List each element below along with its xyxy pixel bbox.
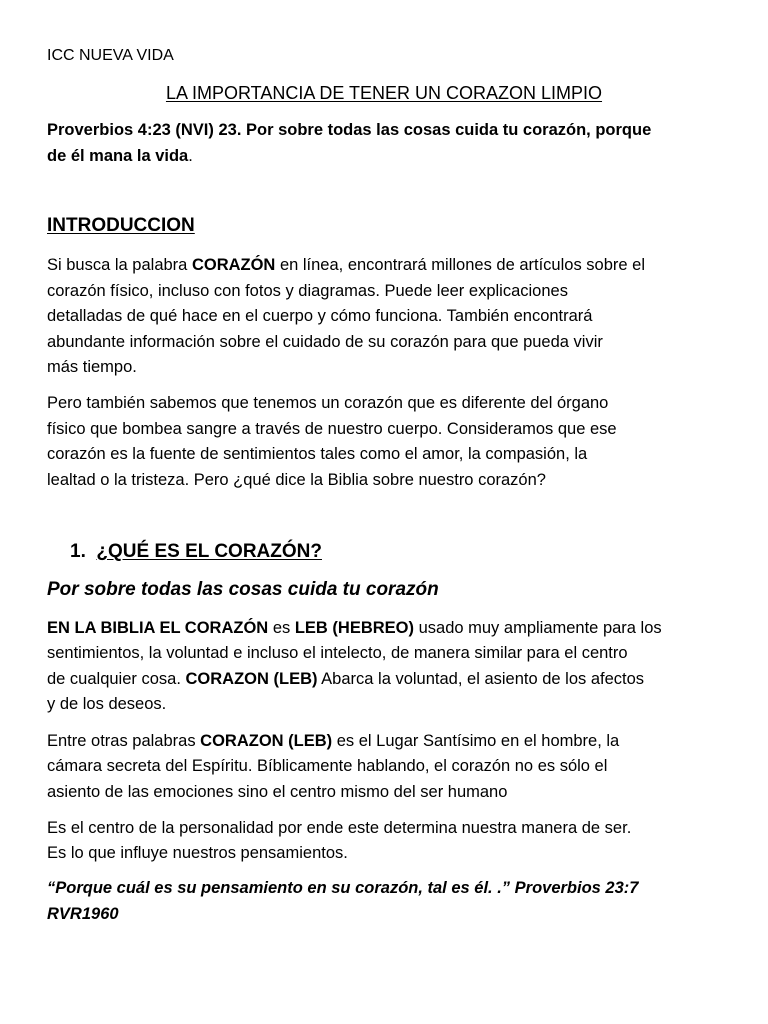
intro-p2-line-4: lealtad o la tristeza. Pero ¿qué dice la Biblia sobre nuestro corazón? [47, 471, 546, 489]
s1-p1-l1-mid: es [268, 619, 295, 637]
section1-subheading: Por sobre todas las cosas cuida tu corazón [47, 579, 439, 600]
s1-p1-l3-pre: de cualquier cosa. [47, 670, 186, 688]
verse-line-2-tail: . [188, 147, 193, 165]
intro-p2-line-3: corazón es la fuente de sentimientos tales como el amor, la compasión, la [47, 445, 588, 463]
s1-p2-line-3: asiento de las emociones sino el centro mismo del ser humano [47, 783, 508, 801]
s1-p2-line-2: cámara secreta del Espíritu. Bíblicamente hablando, el corazón no es sólo el [47, 757, 608, 775]
intro-p2-line-2: físico que bombea sangre a través de nuestro cuerpo. Consideramos que ese [47, 420, 617, 438]
intro-p1-line-5: más tiempo. [47, 358, 137, 376]
s1-p1-line-1 [47, 618, 662, 638]
intro-p2-line-1: Pero también sabemos que tenemos un corazón que es diferente del órgano [47, 394, 609, 412]
church-name-header: ICC NUEVA VIDA [47, 47, 174, 64]
s1-p1-l3-bold: CORAZON (LEB) [185, 670, 318, 688]
section1-heading [70, 542, 322, 562]
verse-line-2-bold: de él mana la vida [47, 147, 189, 165]
document-title: LA IMPORTANCIA DE TENER UN CORAZON LIMPIO [165, 83, 603, 103]
quote-line-2: RVR1960 [47, 905, 119, 923]
intro-p1-line-4: abundante información sobre el cuidado de su corazón para que pueda vivir [47, 333, 603, 351]
s1-p1-l1-post: usado muy ampliamente para los [414, 619, 662, 637]
s1-p1-l1-bold2: LEB (HEBREO) [294, 619, 415, 637]
s1-p3-line-2: Es lo que influye nuestros pensamientos. [47, 844, 348, 862]
s1-p1-l1-bold1: EN LA BIBLIA EL CORAZÓN [47, 619, 269, 637]
s1-p2-l1-post: es el Lugar Santísimo en el hombre, la [332, 732, 620, 750]
s1-p1-l3-post: Abarca la voluntad, el asiento de los afectos [317, 670, 645, 688]
intro-p1-l1-bold: CORAZÓN [191, 256, 276, 274]
intro-heading: INTRODUCCION [47, 215, 195, 236]
s1-p3-line-1: Es el centro de la personalidad por ende este determina nuestra manera de ser. [47, 819, 632, 837]
s1-p2-l1-pre: Entre otras palabras [47, 732, 201, 750]
intro-p1-l1-pre: Si busca la palabra [47, 256, 192, 274]
s1-p2-l1-bold: CORAZON (LEB) [200, 732, 333, 750]
s1-p1-line-2: sentimientos, la voluntad e incluso el intelecto, de manera similar para el centro [47, 644, 628, 662]
s1-p2-line-1 [47, 731, 619, 751]
quote-line-1: “Porque cuál es su pensamiento en su corazón, tal es él. .” Proverbios 23:7 [47, 879, 639, 897]
s1-p1-line-3 [47, 669, 644, 689]
verse-line-1: Proverbios 4:23 (NVI) 23. Por sobre todas las cosas cuida tu corazón, porque [47, 121, 652, 139]
section1-number: 1. [70, 541, 86, 562]
s1-p1-line-4: y de los deseos. [47, 695, 167, 713]
intro-p1-l1-post: en línea, encontrará millones de artículos sobre el [275, 256, 645, 274]
verse-line-2 [47, 146, 193, 166]
intro-p1-line-3: detalladas de qué hace en el cuerpo y cómo funciona. También encontrará [47, 307, 593, 325]
intro-p1-line-2: corazón físico, incluso con fotos y diagramas. Puede leer explicaciones [47, 282, 568, 300]
section1-title: ¿QUÉ ES EL CORAZÓN? [96, 541, 322, 562]
intro-p1-line-1 [47, 255, 645, 275]
